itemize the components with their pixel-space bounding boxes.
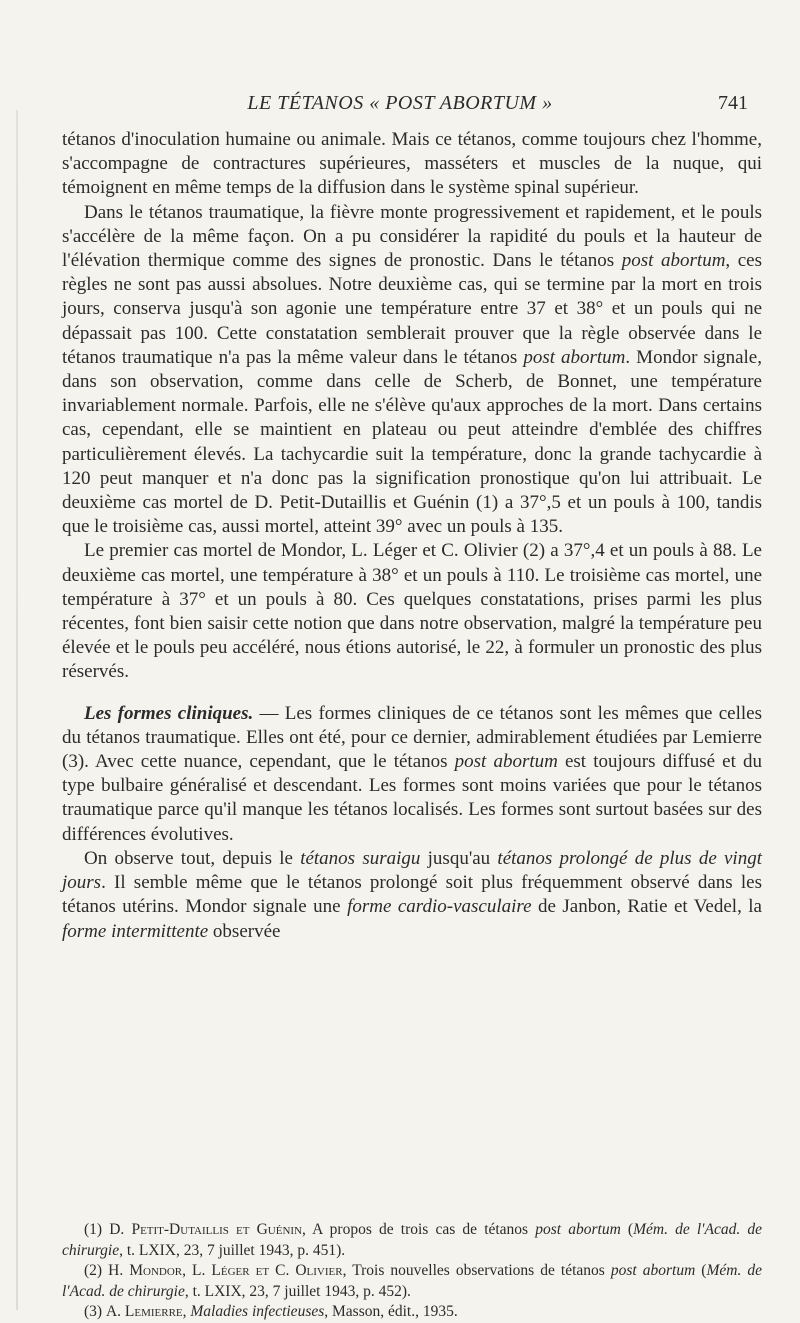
binding-shadow xyxy=(16,110,18,1310)
paragraph: On observe tout, depuis le tétanos suraigu jusqu'au tétanos prolongé de plus de vingt jours. Il semble même que le tétanos prolongé soit plus fréquemment observé dans les tétanos utérins. Mondor signale une forme cardio-vasculaire de Janbon, Ratie et Vedel, la forme intermittente observée xyxy=(62,847,762,942)
running-title: LE TÉTANOS « POST ABORTUM » xyxy=(247,92,553,114)
footnote: (2) H. Mondor, L. Léger et C. Olivier, Trois nouvelles observations de tétanos post abortum (Mém. de l'Acad. de chirurgie, t. LXIX, 23, 7 juillet 1943, p. 452). xyxy=(62,1262,762,1300)
paragraph: Le premier cas mortel de Mondor, L. Léger et C. Olivier (2) a 37°,4 et un pouls à 88. Le deuxième cas mortel, une température à 38° et un pouls à 110. Le troisième cas mortel, une température à 37° et un pouls à 80. Ces quelques constatations, prises parmi les plus récentes, font bien saisir cette notion que dans notre observation, malgré la température peu élevée et le pouls peu accéléré, nous étions autorisé, le 22, à formuler un pronostic des plus réservés. xyxy=(62,540,762,683)
footnotes xyxy=(62,1220,762,1323)
footnote: (1) D. Petit-Dutaillis et Guénin, A propos de trois cas de tétanos post abortum (Mém. de l'Acad. de chirurgie, t. LXIX, 23, 7 juillet 1943, p. 451). xyxy=(62,1221,762,1259)
page-number: 741 xyxy=(718,92,748,114)
paragraph: tétanos d'inoculation humaine ou animale. Mais ce tétanos, comme toujours chez l'homme, s'accompagne de contractures supérieures, masséters et muscles de la nuque, qui témoignent en même temps de la diffusion dans le système spinal supérieur. xyxy=(62,129,762,199)
paragraph: Les formes cliniques. — Les formes cliniques de ce tétanos sont les mêmes que celles du tétanos traumatique. Elles ont été, pour ce dernier, admirablement étudiées par Lemierre (3). Avec cette nuance, cependant, que le tétanos post abortum est toujours diffusé et du type bulbaire généralisé et descendant. Les formes sont moins variées que pour le tétanos traumatique parce qu'il manque les tétanos localisés. Les formes sont surtout basées sur des différences évolutives. xyxy=(62,702,762,845)
body-text xyxy=(62,128,762,944)
page-header xyxy=(0,90,800,120)
footnote: (3) A. Lemierre, Maladies infectieuses, Masson, édit., 1935. xyxy=(84,1303,458,1320)
paragraph: Dans le tétanos traumatique, la fièvre monte progressivement et rapidement, et le pouls s'accélère de la même façon. On a pu considérer la rapidité du pouls et la hauteur de l'élévation thermique comme des signes de pronostic. Dans le tétanos post abortum, ces règles ne sont pas aussi absolues. Notre deuxième cas, qui se termine par la mort en trois jours, conserva jusqu'à son agonie une température entre 37 et 38° et un pouls qui ne dépassait pas 100. Cette constatation semblerait prouver que la règle observée dans le tétanos traumatique n'a pas la même valeur dans le tétanos post abortum. Mondor signale, dans son observation, comme dans celle de Scherb, de Bonnet, une température invariablement normale. Parfois, elle ne s'élève qu'aux approches de la mort. Dans certains cas, cependant, elle se maintient en plateau ou peut atteindre d'emblée des chiffres particulièrement élevés. La tachycardie suit la température, donc la grande tachycardie à 120 peut manquer et n'a donc pas la signification pronostique qu'on lui attribuait. Le deuxième cas mortel de D. Petit-Dutaillis et Guénin (1) a 37°,5 et un pouls à 100, tandis que le troisième cas, aussi mortel, atteint 39° avec un pouls à 135. xyxy=(62,201,762,538)
section-title: Les formes cliniques. xyxy=(84,702,254,724)
